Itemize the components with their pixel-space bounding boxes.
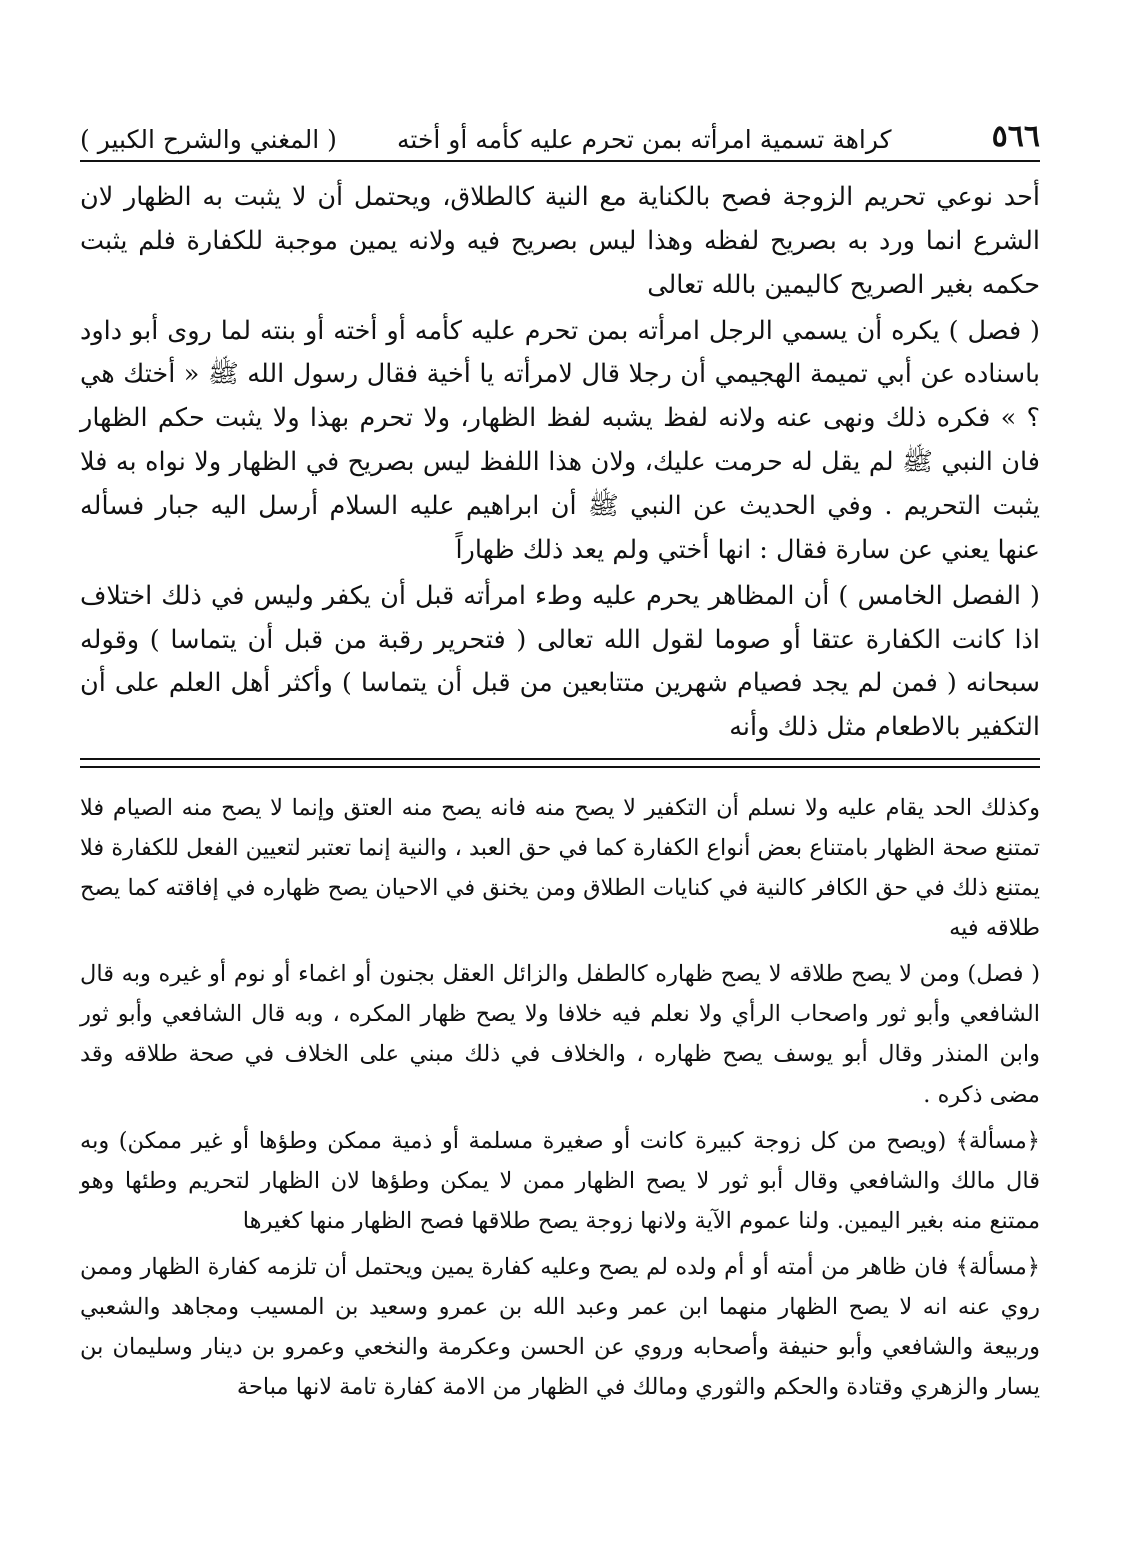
main-paragraph: ( الفصل الخامس ) أن المظاهر يحرم عليه وطء امرأته قبل أن يكفر وليس في ذلك اختلاف اذا كانت الكفارة عتقا أو صوما لقول الله تعالى ( فتحرير رقبة من قبل أن يتماسا ) وقوله سبحانه ( فمن لم يجد فصيام شهرين متتابعين من قبل أن يتماسا ) وأكثر أهل العلم على أن التكفير بالاطعام مثل ذلك وأنه	[80, 580, 1040, 743]
main-paragraph: أحد نوعي تحريم الزوجة فصح بالكناية مع النية كالطلاق، ويحتمل أن لا يثبت به الظهار لان الشرع انما ورد به بصريح لفظه وهذا ليس بصريح فيه ولانه يمين موجبة للكفارة فلم يثبت حكمه بغير الصريح كاليمين بالله تعالى	[80, 182, 1040, 300]
page-header	[80, 110, 1040, 162]
commentary-paragraph: وكذلك الحد يقام عليه ولا نسلم أن التكفير لا يصح منه فانه يصح منه العتق وإنما لا يصح منه الصيام فلا تمتنع صحة الظهار بامتناع بعض أنواع الكفارة كما في حق العبد ، والنية إنما تعتبر لتعيين الفعل للكفارة فلا يمتنع ذلك في حق الكافر كالنية في كنايات الطلاق ومن يخنق في الاحيان يصح ظهاره في إفاقته كما يصح طلاقه فيه	[80, 795, 1040, 942]
document-page	[80, 110, 1040, 1413]
page-number: ٥٦٦	[991, 119, 1040, 154]
book-title: ( المغني والشرح الكبير )	[80, 125, 337, 154]
main-paragraph: ( فصل ) يكره أن يسمي الرجل امرأته بمن تحرم عليه كأمه أو أخته أو بنته لما روى أبو داود باسناده عن أبي تميمة الهجيمي أن رجلا قال لامرأته يا أخية فقال رسول الله ﷺ « أختك هي ؟ » فكره ذلك ونهى عنه ولانه لفظ يشبه لفظ الظهار، ولا تحرم بهذا ولا يثبت حكم الظهار فان النبي ﷺ لم يقل له حرمت عليك، ولان هذا اللفظ ليس بصريح في الظهار ولا نواه به فلا يثبت التحريم . وفي الحديث عن النبي ﷺ أن ابراهيم عليه السلام أرسل اليه جبار فسأله عنها يعني عن سارة فقال : انها أختي ولم يعد ذلك ظهاراً	[80, 315, 1040, 565]
running-head-title: كراهة تسمية امرأته بمن تحرم عليه كأمه أو أخته	[397, 125, 892, 154]
main-text	[80, 176, 1040, 750]
commentary-paragraph: ( فصل) ومن لا يصح طلاقه لا يصح ظهاره كالطفل والزائل العقل بجنون أو اغماء أو نوم أو غيره وبه قال الشافعي وأبو ثور واصحاب الرأي ولا نعلم فيه خلافا ولا يصح ظهار المكره ، وبه قال الشافعي وأبو ثور وابن المنذر وقال أبو يوسف يصح ظهاره ، والخلاف في ذلك مبني على الخلاف في صحة طلاقه وقد مضى ذكره .	[80, 961, 1040, 1108]
commentary-text	[80, 788, 1040, 1407]
commentary-paragraph: ﴿مسألة﴾ فان ظاهر من أمته أو أم ولده لم يصح وعليه كفارة يمين ويحتمل أن تلزمه كفارة الظهار وممن روي عنه انه لا يصح الظهار منهما ابن عمر وعبد الله بن عمرو وسعيد بن المسيب ومجاهد والشعبي وربيعة والشافعي وأبو حنيفة وأصحابه وروي عن الحسن وعكرمة والنخعي وعمرو بن دينار وسليمان بن يسار والزهري وقتادة والحكم والثوري ومالك في الظهار من الامة كفارة تامة لانها مباحة	[80, 1253, 1040, 1400]
commentary-paragraph: ﴿مسألة﴾ (ويصح من كل زوجة كبيرة كانت أو صغيرة مسلمة أو ذمية ممكن وطؤها أو غير ممكن) وبه قال مالك والشافعي وقال أبو ثور لا يصح الظهار ممن لا يمكن وطؤها لان الظهار لتحريم وطئها وهو ممتنع منه بغير اليمين. ولنا عموم الآية ولانها زوجة يصح طلاقها فصح الظهار منها كغيرها	[80, 1127, 1040, 1234]
section-divider	[80, 758, 1040, 768]
